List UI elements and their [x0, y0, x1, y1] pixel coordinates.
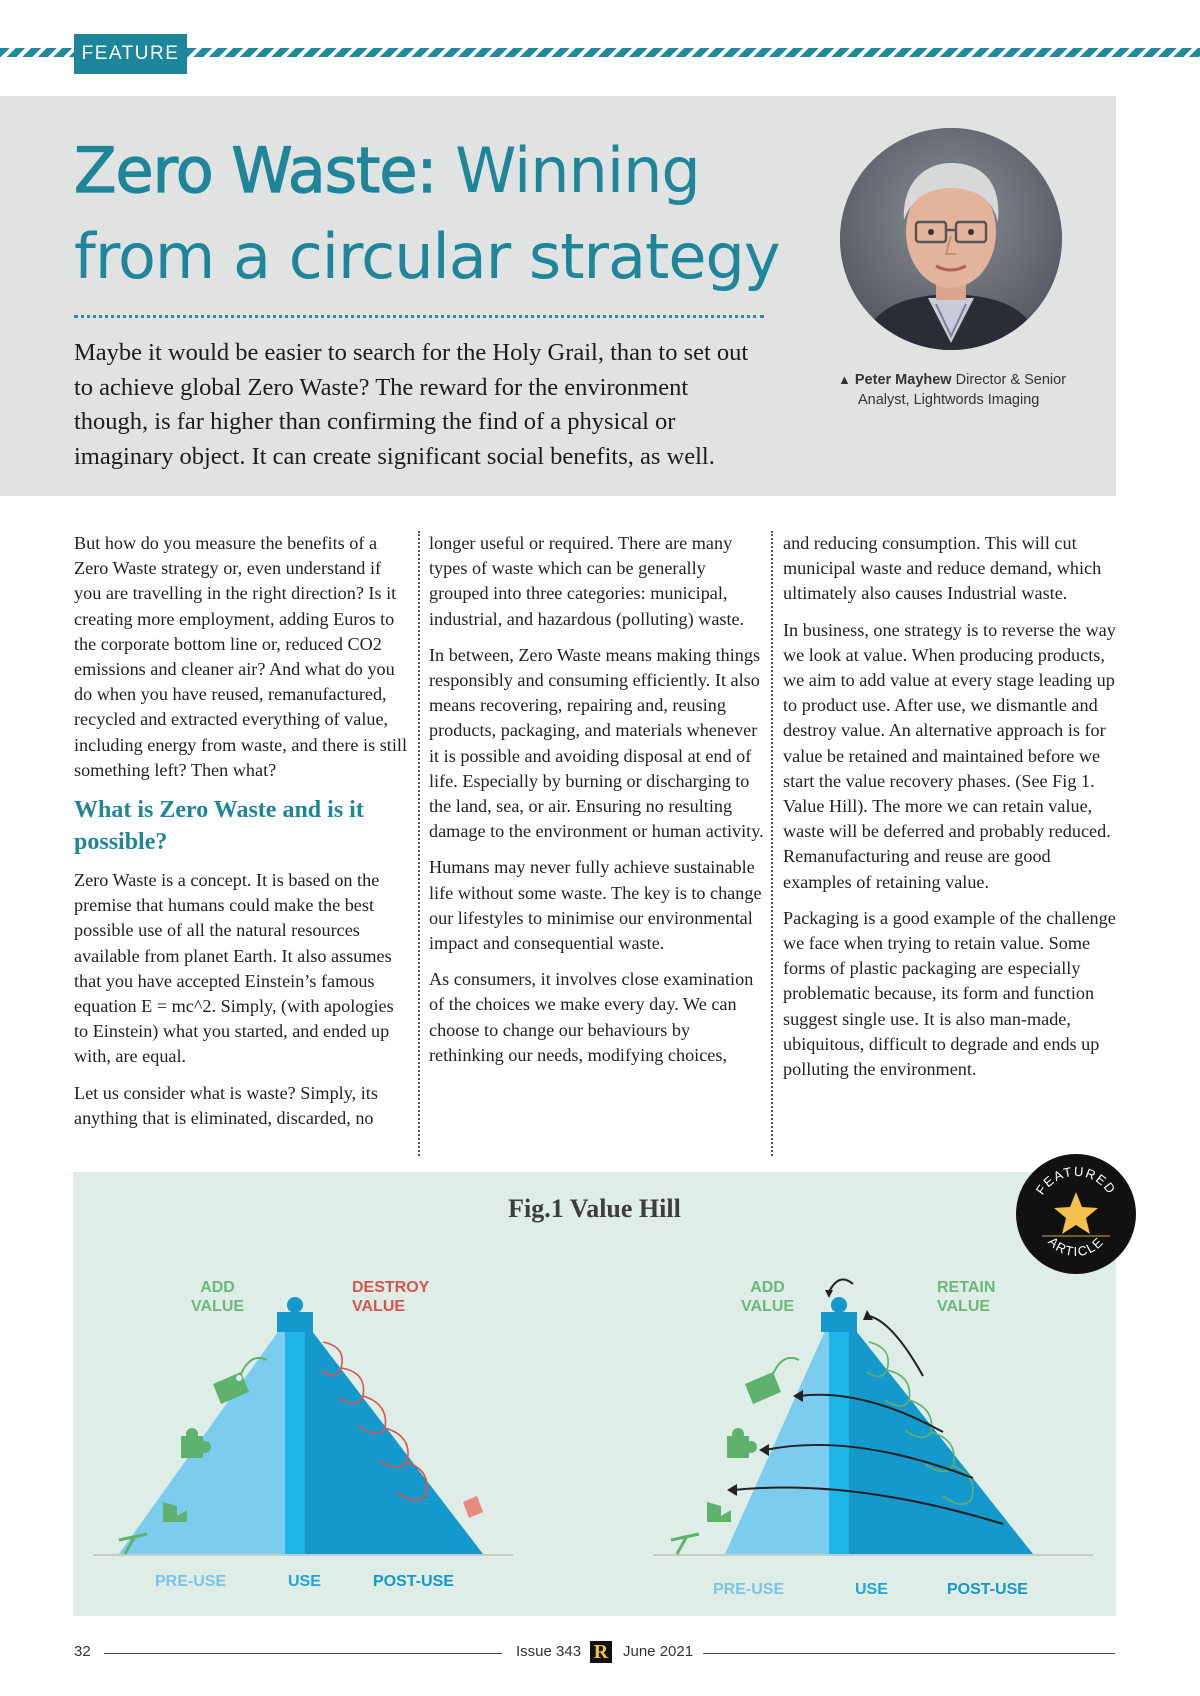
right-retain-value-label: RETAIN VALUE — [937, 1279, 996, 1315]
issue-date: June 2021 — [623, 1643, 694, 1660]
right-hill — [653, 1280, 1093, 1556]
factory-icon — [707, 1502, 731, 1522]
right-post-use-label: POST-USE — [947, 1581, 1028, 1598]
paragraph: As consumers, it involves close examination of the choices we make every day. We can choose to change our behaviours by rethinking our needs, modifying choices, — [429, 969, 754, 1065]
left-destroy-value-label: DESTROY VALUE — [352, 1279, 430, 1315]
value-hill-figure — [73, 1172, 1116, 1616]
section-tag: FEATURE — [74, 34, 187, 74]
author-role-line-2: Analyst, Lightwords Imaging — [858, 392, 1040, 408]
right-pre-use-label: PRE-USE — [713, 1581, 785, 1598]
r-logo: R — [590, 1641, 612, 1663]
title-divider — [74, 315, 764, 318]
oil-pump-icon — [671, 1534, 699, 1554]
paragraph: and reducing consumption. This will cut municipal waste and reduce demand, which ultimately also causes Industrial waste. — [783, 533, 1102, 604]
value-hill-diagram — [73, 1172, 1116, 1616]
body-column-1 — [74, 531, 408, 1142]
left-pre-use-label: PRE-USE — [155, 1573, 227, 1590]
page-number: 32 — [74, 1643, 91, 1660]
paragraph: In business, one strategy is to reverse the way we look at value. When producing products, we aim to add value at every stage leading up to product use. After use, we dismantle and destroy value. An alternative approach is for value be retained and maintained before we start the value recovery phases. (See Fig 1. Value Hill). The more we can retain value, waste will be deferred and probably reduced. Remanufacturing and reuse are good examples of retaining value. — [783, 619, 1116, 892]
author-name: Peter Mayhew — [854, 372, 952, 388]
broken-tag-icon — [463, 1496, 483, 1518]
right-add-value-label: ADD VALUE — [741, 1279, 795, 1315]
featured-article-badge — [1016, 1154, 1136, 1274]
author-portrait — [840, 128, 1062, 350]
subheading: What is Zero Waste and is it possible? — [74, 797, 364, 856]
footer-rule-right — [703, 1653, 1115, 1654]
paragraph: Humans may never fully achieve sustainable life without some waste. The key is to change our lifestyles to minimise our environmental impact and consequential waste. — [429, 857, 762, 954]
author-role: Director & Senior — [955, 372, 1067, 388]
left-hill — [93, 1297, 513, 1555]
standfirst: Maybe it would be easier to search for the Holy Grail, than to set out to achieve global Zero Waste? The reward for the environment though, is far higher than confirming the find of a physical or imaginary object. It can create significant social benefits, as well. — [74, 339, 749, 470]
badge-bottom-text: ARTICLE — [1045, 1233, 1107, 1260]
right-use-label: USE — [855, 1581, 888, 1598]
paragraph: But how do you measure the benefits of a Zero Waste strategy or, even understand if you are travelling in the right direction? Is it creating more employment, adding Euros to the corporate bottom line or, reduced CO2 emissions and cleaner air? And what do you do when you have reused, remanufactured, recycled and extracted everything of value, including energy from waste, and there is still something left? Then what? — [74, 533, 408, 780]
left-use-label: USE — [288, 1573, 321, 1590]
paragraph: Let us consider what is waste? Simply, its anything that is eliminated, discarded, no — [74, 1082, 378, 1128]
paragraph: Packaging is a good example of the challenge we face when trying to retain value. Some forms of plastic packaging are especially problematic because, its form and function suggest single use. It is also man-made, ubiquitous, difficult to degrade and ends up polluting the environment. — [783, 907, 1116, 1080]
issue-number: Issue 343 — [516, 1643, 582, 1660]
left-add-value-label: ADD VALUE — [191, 1279, 245, 1315]
puzzle-icon — [727, 1428, 757, 1458]
column-divider — [418, 531, 420, 1156]
figure-title: Fig.1 Value Hill — [508, 1194, 681, 1223]
body-column-3 — [783, 531, 1118, 1093]
footer-rule-left — [104, 1653, 502, 1654]
paragraph: In between, Zero Waste means making things responsibly and consuming efficiently. It also means recovering, repairing and, reusing products, packaging, and materials whenever it is possible and avoiding disposal at end of life. Especially by burning or discharging to the land, sea, or air. Ensuring no resulting damage to the environment or human activity. — [429, 644, 764, 842]
title-strong: Zero Waste: — [74, 134, 437, 207]
portrait-illustration — [840, 128, 1062, 350]
paragraph: Zero Waste is a concept. It is based on the premise that humans could make the best possible use of all the natural resources available from planet Earth. It also assumes that you have accepted Einstein’s famous equation E = mc^2. Simply, (with apologies to Einstein) what you started, and ended up with, are equal. — [74, 870, 394, 1067]
article-title — [74, 128, 794, 300]
paragraph: longer useful or required. There are many types of waste which can be generally grouped into three categories: municipal, industrial, and hazardous (polluting) waste. — [429, 533, 745, 629]
author-caption — [838, 370, 1088, 410]
price-tag-icon — [745, 1358, 799, 1404]
column-divider — [771, 531, 773, 1156]
badge-graphic — [1016, 1154, 1136, 1274]
body-column-2 — [429, 531, 764, 1079]
left-post-use-label: POST-USE — [373, 1573, 454, 1590]
caption-triangle-icon: ▲ — [838, 372, 851, 387]
title-line-2: from a circular strategy — [74, 220, 780, 293]
title-rest: Winning — [436, 134, 700, 207]
badge-top-text: FEATURED — [1032, 1163, 1120, 1198]
